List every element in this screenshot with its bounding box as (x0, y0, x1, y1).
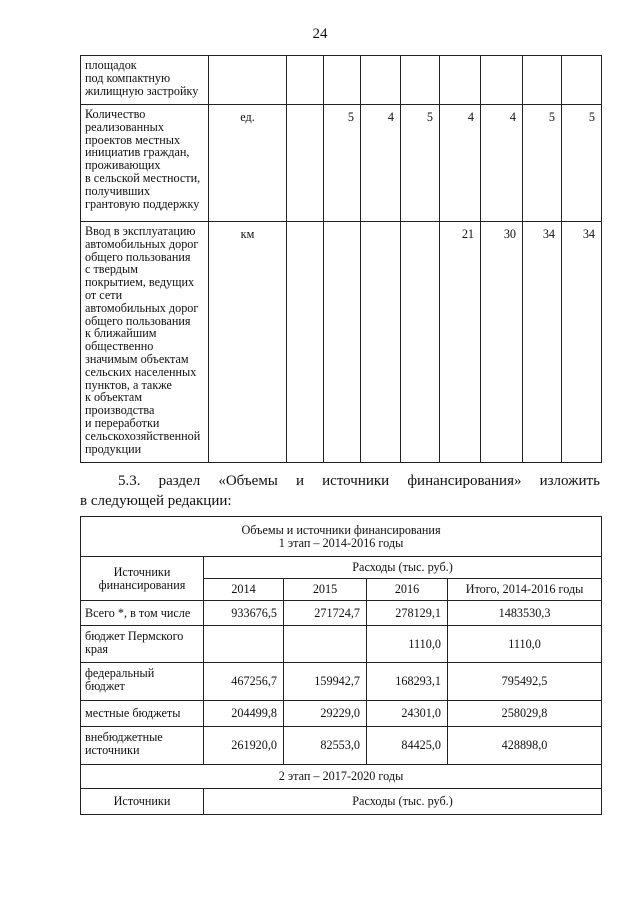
indicator-value (361, 56, 401, 105)
financing-title-line1: Объемы и источники финансирования (241, 522, 441, 537)
financing-title (81, 517, 602, 557)
year-header: 2016 (367, 579, 448, 601)
indicator-value: 34 (562, 222, 602, 463)
table-row (81, 727, 602, 765)
table-row (81, 626, 602, 663)
amount-cell: 204499,8 (204, 701, 284, 727)
amendment-paragraph-line2: в следующей редакции: (80, 493, 232, 509)
year-header: 2014 (204, 579, 284, 601)
indicator-row (81, 222, 602, 463)
indicator-value: 30 (481, 222, 523, 463)
paragraph-word: и (296, 473, 305, 489)
indicator-value: 21 (440, 222, 481, 463)
indicator-value (324, 222, 361, 463)
amount-cell: 82553,0 (284, 727, 367, 765)
year-header: Итого, 2014-2016 годы (448, 579, 602, 601)
amount-cell: 258029,8 (448, 701, 602, 727)
indicator-value: 5 (401, 105, 440, 222)
paragraph-word: источники (322, 473, 390, 489)
indicator-value (401, 222, 440, 463)
amendment-paragraph-line1 (80, 472, 600, 491)
indicator-name: Ввод в эксплуатацию автомобильных дорог общего пользования с твердым покрытием, ведущих от сети автомобильных дорог общего пользования к ближайшим общественно значимым объектам сельских населенных пунктов, а также к объектам производства и переработки сельскохозяйственной продукции (81, 222, 209, 463)
indicator-value (287, 105, 324, 222)
indicator-value (287, 56, 324, 105)
amount-cell: 261920,0 (204, 727, 284, 765)
sources-header: Источники финансирования (81, 557, 204, 601)
indicator-unit: км (209, 222, 287, 463)
indicator-value: 5 (523, 105, 562, 222)
indicator-unit (209, 56, 287, 105)
indicator-unit: ед. (209, 105, 287, 222)
indicator-name: Количество реализованных проектов местных инициатив граждан, проживающих в сельской местности, получивших грантовую поддержку (81, 105, 209, 222)
source-label: местные бюджеты (81, 701, 204, 727)
amount-cell: 159942,7 (284, 663, 367, 701)
financing-stage1-title: 1 этап – 2014-2016 годы (278, 535, 404, 550)
amount-cell: 1483530,3 (448, 601, 602, 626)
indicator-value (361, 222, 401, 463)
stage2-title: 2 этап – 2017-2020 годы (81, 765, 602, 789)
indicator-value (440, 56, 481, 105)
paragraph-word: «Объемы (218, 473, 278, 489)
table-row (81, 663, 602, 701)
table-row (81, 701, 602, 727)
amount-cell: 1110,0 (367, 626, 448, 663)
amount-cell: 933676,5 (204, 601, 284, 626)
source-label: внебюджетные источники (81, 727, 204, 765)
indicator-value (481, 56, 523, 105)
indicator-value (324, 56, 361, 105)
indicator-value (401, 56, 440, 105)
paragraph-word: раздел (158, 473, 201, 489)
paragraph-word: финансирования» (407, 473, 522, 489)
source-label: федеральный бюджет (81, 663, 204, 701)
amount-cell: 795492,5 (448, 663, 602, 701)
amount-cell: 84425,0 (367, 727, 448, 765)
stage2-expenses-header: Расходы (тыс. руб.) (204, 789, 602, 815)
indicator-value: 34 (523, 222, 562, 463)
indicator-row (81, 105, 602, 222)
indicator-row (81, 56, 602, 105)
indicator-value (287, 222, 324, 463)
indicator-name: площадок под компактную жилищную застройку (81, 56, 209, 105)
source-label: бюджет Пермского края (81, 626, 204, 663)
year-header: 2015 (284, 579, 367, 601)
amount-cell: 428898,0 (448, 727, 602, 765)
indicator-value: 4 (361, 105, 401, 222)
amount-cell: 29229,0 (284, 701, 367, 727)
amount-cell: 467256,7 (204, 663, 284, 701)
indicator-value: 4 (440, 105, 481, 222)
stage2-sources-header: Источники (81, 789, 204, 815)
amount-cell (284, 626, 367, 663)
source-label: Всего *, в том числе (81, 601, 204, 626)
paragraph-word: изложить (539, 473, 600, 489)
financing-table (80, 516, 602, 815)
indicator-value: 5 (562, 105, 602, 222)
amount-cell: 1110,0 (448, 626, 602, 663)
amount-cell: 271724,7 (284, 601, 367, 626)
indicator-value: 5 (324, 105, 361, 222)
indicators-table (80, 55, 602, 463)
indicator-value (523, 56, 562, 105)
page-number: 24 (312, 26, 328, 42)
table-row (81, 601, 602, 626)
indicator-value: 4 (481, 105, 523, 222)
paragraph-word: 5.3. (118, 473, 141, 489)
indicator-value (562, 56, 602, 105)
amount-cell: 278129,1 (367, 601, 448, 626)
amount-cell (204, 626, 284, 663)
expenses-header: Расходы (тыс. руб.) (204, 557, 602, 579)
amount-cell: 168293,1 (367, 663, 448, 701)
amount-cell: 24301,0 (367, 701, 448, 727)
